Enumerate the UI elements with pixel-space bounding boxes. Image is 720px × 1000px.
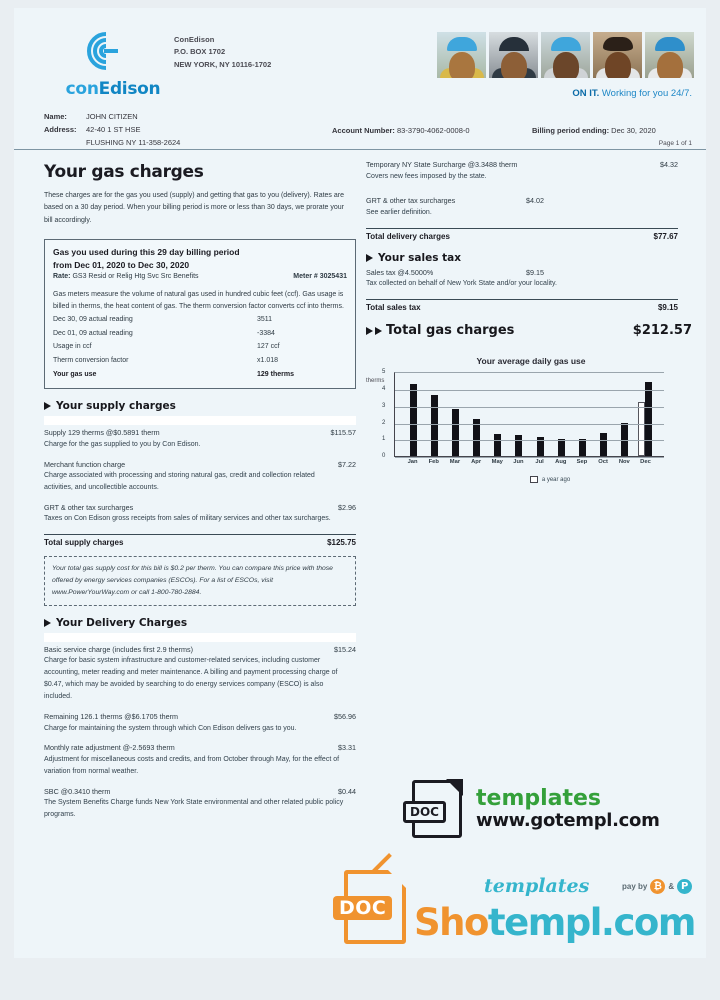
- gas-usage-box: [44, 239, 356, 389]
- billing-period-value: Dec 30, 2020: [611, 126, 656, 135]
- left-column: [14, 156, 354, 830]
- legend-swatch-icon: [530, 476, 538, 483]
- customer-bar: [14, 104, 706, 150]
- account-number: [332, 126, 470, 135]
- chart-gridline: [395, 457, 664, 458]
- billing-period-label: Billing period ending:: [532, 126, 610, 135]
- charge-row: [44, 460, 356, 494]
- chart-bar-year-ago: [638, 402, 645, 456]
- gotempl-watermark: [412, 780, 660, 838]
- charge-row: [44, 428, 356, 450]
- triangle-icon: [44, 402, 51, 410]
- delivery-charges-title: Your Delivery Charges: [56, 616, 188, 629]
- doc-file-icon: [412, 780, 462, 838]
- total-supply-label: Total supply charges: [44, 538, 124, 548]
- charge-row: [44, 743, 356, 777]
- triangle-icon: [44, 619, 51, 627]
- supply-charges-title: Your supply charges: [56, 400, 176, 413]
- company-pobox: P.O. BOX 1702: [174, 47, 226, 57]
- conedison-wordmark: conEdison: [65, 79, 161, 99]
- chart-x-tick: May: [491, 459, 503, 466]
- charge-description: Charge for basic system infrastructure and customer-related services, including customer accounting, meter reading and meter maintenance. A billing and payment processing charge of $0.47, which may be avoided by searching to do energy services company (ESCO) is also included.: [44, 657, 338, 701]
- gotempl-url: www.gotempl.com: [476, 810, 660, 832]
- charge-description: See earlier definition.: [366, 208, 432, 216]
- charge-amount: $4.02: [526, 196, 544, 206]
- rate-label: Rate:: [53, 273, 71, 281]
- charge-row: [44, 645, 356, 703]
- conedison-logo: [58, 30, 168, 99]
- shotempl-domain-part-1: Sho: [414, 901, 488, 944]
- supply-charges-heading: [44, 400, 354, 412]
- address-line-1: 42-40 1 ST HSE: [86, 125, 141, 135]
- total-sales-tax-label: Total sales tax: [366, 303, 421, 313]
- company-address: [174, 34, 271, 71]
- chart-x-tick: Sep: [576, 459, 588, 466]
- ampersand: &: [668, 882, 675, 891]
- pay-by-badges: [622, 879, 692, 894]
- charge-amount: $0.44: [338, 786, 356, 796]
- charge-amount: $56.96: [334, 712, 356, 722]
- account-number-label: Account Number:: [332, 126, 395, 135]
- chart-bar-cell: [487, 434, 508, 456]
- chart-bars: [395, 373, 664, 456]
- usage-heading-line-2: from Dec 01, 2020 to Dec 30, 2020: [53, 259, 190, 270]
- chart-y-tick: 2: [382, 419, 386, 426]
- chart-x-tick: Dec: [640, 459, 651, 466]
- chart-bar: [558, 439, 565, 456]
- charge-amount: $15.24: [334, 644, 356, 654]
- chart-bar: [494, 434, 501, 456]
- bill-header: [14, 8, 706, 104]
- charge-description: Charge for maintaining the system through which Con Edison delivers gas to you.: [44, 724, 297, 732]
- charge-row: [44, 503, 356, 525]
- chart-x-tick: Oct: [598, 459, 608, 466]
- company-city: NEW YORK, NY 10116-1702: [174, 59, 272, 69]
- gotempl-templates-text: templates: [476, 786, 602, 811]
- grand-total-label: Total gas charges: [386, 323, 515, 339]
- doc-file-icon: [339, 870, 406, 944]
- chart-title: Your average daily gas use: [476, 356, 586, 367]
- chart-x-tick: Mar: [449, 459, 461, 466]
- meter-row-label: Dec 01, 09 actual reading: [53, 329, 133, 337]
- chart-bar: [473, 419, 480, 456]
- worker-photo: [541, 32, 590, 78]
- gas-use-label: Your gas use: [53, 370, 97, 378]
- charge-label: Supply 129 therms @$0.5891 therm: [44, 428, 160, 438]
- charge-row: [366, 196, 678, 218]
- chart-x-tick: Aug: [555, 459, 567, 466]
- account-number-value: 83-3790-4062-0008-0: [397, 126, 470, 135]
- chart-y-tick: 4: [382, 385, 386, 392]
- triangle-icon: [366, 254, 373, 262]
- conedison-logo-icon: [76, 30, 120, 72]
- meter-row-value: x1.018: [257, 356, 279, 364]
- charge-label: Remaining 126.1 therms @$6.1705 therm: [44, 712, 178, 722]
- chart-bar: [600, 433, 607, 457]
- charge-label: Monthly rate adjustment @-2.5693 therm: [44, 743, 175, 753]
- sales-tax-row: [366, 268, 678, 277]
- meter-row: [53, 313, 347, 327]
- chart-bar-cell: [635, 382, 656, 456]
- worker-photo: [645, 32, 694, 78]
- name-label: Name:: [44, 112, 67, 121]
- chart-x-tick: Jun: [513, 459, 524, 466]
- sales-tax-description-row: [366, 278, 678, 290]
- chart-bar-cell: [508, 435, 529, 456]
- meter-row-label: Usage in ccf: [53, 343, 92, 351]
- chart-y-tick: 0: [382, 453, 386, 460]
- doc-icon-label: DOC: [403, 801, 446, 823]
- customer-identity: [44, 110, 180, 149]
- charge-row: [366, 160, 678, 182]
- chart-bar-cell: [424, 395, 445, 456]
- shotempl-script-text: templates: [484, 875, 590, 897]
- charge-label: Temporary NY State Surcharge @3.3488 therm: [366, 160, 518, 169]
- gas-use-value: 129 therms: [257, 370, 294, 378]
- bitcoin-icon: ₿: [650, 879, 665, 894]
- charge-label: Merchant function charge: [44, 459, 126, 469]
- charge-amount: $2.96: [338, 502, 356, 512]
- page-number: Page 1 of 1: [658, 140, 692, 147]
- payeer-icon: P: [677, 879, 692, 894]
- charge-description: Taxes on Con Edison gross receipts from sales of military services and other tax surcharges.: [44, 515, 331, 523]
- chart-plot-area: [382, 369, 664, 466]
- grand-total-amount: $212.57: [632, 323, 692, 339]
- total-sales-tax-amount: $9.15: [657, 303, 678, 313]
- pay-by-label: pay by: [622, 882, 648, 891]
- gas-intro-text: These charges are for the gas you used (supply) and getting that gas to you (delivery). Rates are based on a 30 day period. When your billing period is more or less than 30 days, we prorate your bill accordingly.: [44, 192, 345, 224]
- meter-label: Meter #: [293, 273, 318, 281]
- sales-tax-amount: $9.15: [526, 267, 544, 277]
- chart-x-tick: Nov: [618, 459, 630, 466]
- chart-legend: [414, 476, 686, 483]
- billing-period: [532, 126, 656, 135]
- chart-bar-cell: [466, 419, 487, 456]
- charge-amount: $4.32: [660, 160, 678, 169]
- total-sales-tax-row: [366, 299, 678, 312]
- charge-row: [44, 712, 356, 734]
- triangle-icon: [375, 327, 382, 335]
- usage-heading-line-1: Gas you used during this 29 day billing period: [53, 246, 240, 257]
- chart-plot: [382, 369, 664, 460]
- shotempl-domain-part-2: templ.com: [487, 901, 695, 944]
- meter-row: [53, 354, 347, 368]
- usage-box-heading: [53, 246, 347, 272]
- section-divider: [44, 416, 356, 425]
- charge-amount: $7.22: [338, 459, 356, 469]
- meter-row-value: -3384: [257, 329, 275, 337]
- meter-row-label: Dec 30, 09 actual reading: [53, 316, 133, 324]
- rate-row: [53, 273, 347, 280]
- chart-bar: [410, 384, 417, 456]
- chart-bar: [452, 409, 459, 456]
- page-title: Your gas charges: [44, 162, 204, 182]
- charge-description: Covers new fees imposed by the state.: [366, 172, 487, 180]
- brand-tagline: ON IT. Working for you 24/7.: [572, 88, 692, 99]
- total-supply-amount: $125.75: [327, 538, 356, 548]
- chart-bar-cell: [551, 439, 572, 456]
- charge-description: The System Benefits Charge funds New York State environmental and other related public policy programs.: [44, 799, 344, 819]
- charge-label: GRT & other tax surcharges: [44, 502, 134, 512]
- shotempl-watermark: [339, 870, 695, 944]
- delivery-charges-heading: [44, 617, 354, 629]
- chart-gridline: [395, 424, 664, 425]
- doc-icon-label: DOC: [333, 896, 392, 920]
- address-label: Address:: [44, 125, 77, 135]
- gas-use-chart: [366, 356, 686, 483]
- meter-row-value: 3511: [257, 316, 273, 324]
- sales-tax-label: Sales tax @4.5000%: [366, 267, 434, 277]
- sales-tax-title: Your sales tax: [378, 251, 462, 264]
- chart-y-tick: 5: [382, 369, 386, 376]
- address-line-2: FLUSHING NY 11-358-2624: [86, 138, 181, 148]
- company-name: ConEdison: [174, 35, 215, 44]
- meter-total-row: [53, 368, 347, 382]
- meter-value: 3025431: [319, 273, 347, 281]
- sales-tax-description: Tax collected on behalf of New York State and/or your locality.: [366, 280, 557, 288]
- chart-x-tick: Jul: [535, 459, 544, 466]
- meter-note: Gas meters measure the volume of natural gas used in hundred cubic feet (ccf). Gas usage is billed in therms, the heat content of gas. The therm conversion factor converts ccf into therms.: [53, 291, 344, 311]
- meter-row: [53, 340, 347, 354]
- shotempl-domain: [414, 901, 695, 944]
- legend-label: a year ago: [541, 476, 571, 483]
- section-divider: [44, 633, 356, 642]
- charge-amount: $115.57: [330, 428, 356, 438]
- total-delivery-row: [366, 228, 678, 241]
- total-delivery-amount: $77.67: [653, 231, 678, 241]
- chart-bar-cell: [403, 384, 424, 456]
- right-column: [354, 156, 692, 830]
- chart-y-tick: 3: [382, 402, 386, 409]
- name-value: JOHN CITIZEN: [86, 112, 138, 121]
- charge-label: GRT & other tax surcharges: [366, 196, 456, 206]
- chart-bar-cell: [445, 409, 466, 456]
- bill-columns: [14, 150, 706, 830]
- worker-photo: [437, 32, 486, 78]
- chart-gridline: [395, 440, 664, 441]
- meter-row: [53, 327, 347, 341]
- charge-description: Charge associated with processing and storing natural gas, credit and collection related activities, and uncollectible accounts.: [44, 472, 315, 492]
- charge-label: Basic service charge (includes first 2.9 therms): [44, 644, 193, 654]
- chart-bar: [431, 395, 438, 456]
- charge-row: [44, 787, 356, 821]
- bill-page: [14, 8, 706, 958]
- grand-total-row: [366, 323, 692, 338]
- sales-tax-heading: [366, 252, 692, 264]
- chart-gridline: [395, 390, 664, 391]
- rate-value: GS3 Resid or Relig Htg Svc Src Benefits: [72, 273, 199, 281]
- triangle-icon: [366, 327, 373, 335]
- total-supply-row: [44, 534, 356, 547]
- charge-amount: $3.31: [338, 743, 356, 753]
- worker-photo-strip: [437, 32, 694, 78]
- worker-photo: [593, 32, 642, 78]
- chart-bar: [645, 382, 652, 456]
- charge-description: Charge for the gas supplied to you by Con Edison.: [44, 440, 201, 448]
- charge-description: Adjustment for miscellaneous costs and credits, and from October through May, for the effect of variation from normal weather.: [44, 755, 340, 775]
- chart-y-tick: 1: [382, 436, 386, 443]
- meter-row-label: Therm conversion factor: [53, 356, 129, 364]
- chart-gridline: [395, 407, 664, 408]
- total-delivery-label: Total delivery charges: [366, 231, 450, 241]
- charge-label: SBC @0.3410 therm: [44, 786, 111, 796]
- chart-bar: [515, 435, 522, 456]
- chart-x-tick: Jan: [407, 459, 418, 466]
- chart-x-tick: Feb: [428, 459, 439, 466]
- chart-x-tick: Apr: [471, 459, 482, 466]
- meter-row-value: 127 ccf: [257, 343, 280, 351]
- chart-y-axis-label: therms: [366, 378, 385, 385]
- esco-notice: Your total gas supply cost for this bill is $0.2 per therm. You can compare this price with those offered by energy services companies (ESCOs). For a list of ESCOs, visit www.PowerYourWay.com or call 1-800-780-2884.: [44, 556, 356, 606]
- worker-photo: [489, 32, 538, 78]
- chart-bar-cell: [593, 433, 614, 457]
